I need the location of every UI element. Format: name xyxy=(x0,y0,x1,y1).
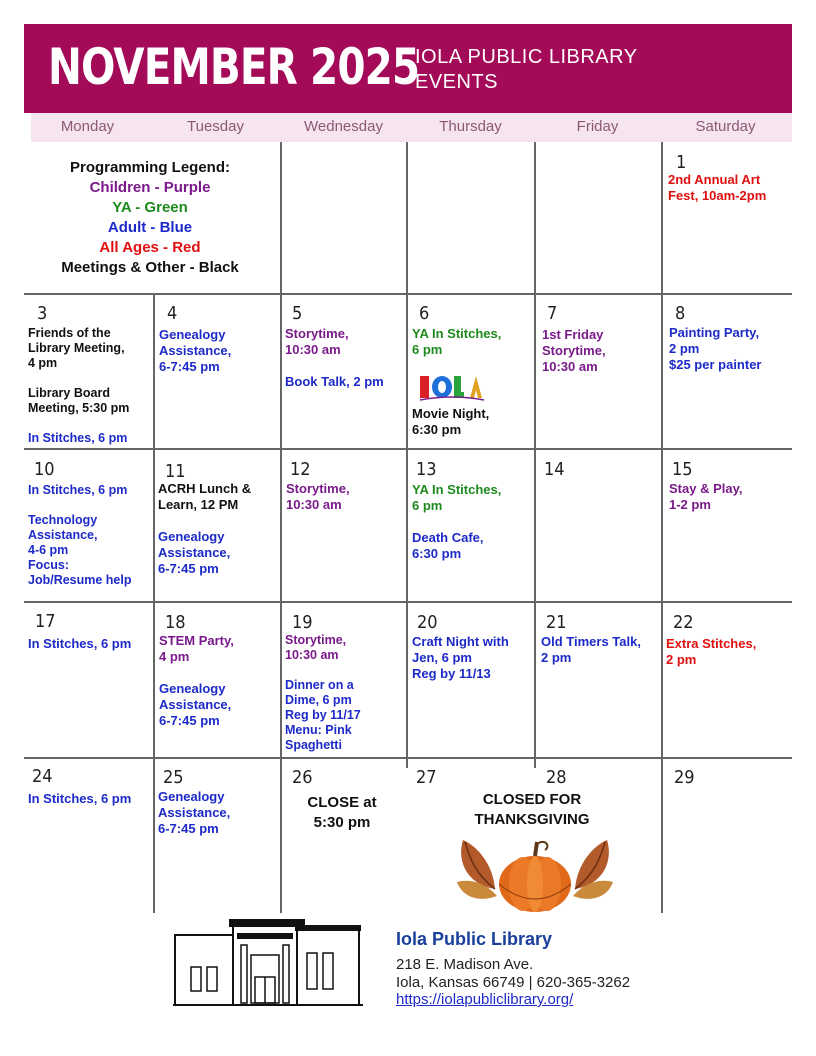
grid-vline xyxy=(661,142,663,913)
date-5: 5 xyxy=(292,303,303,324)
library-events-title xyxy=(415,45,638,95)
date-17: 17 xyxy=(35,611,56,632)
grid-vline xyxy=(534,142,536,768)
event-genealogy: Genealogy Assistance, 6-7:45 pm xyxy=(159,327,232,374)
date-12: 12 xyxy=(290,459,311,480)
event-book-talk: Book Talk, 2 pm xyxy=(285,374,384,389)
footer-address-line-2: Iola, Kansas 66749 | 620-365-3262 xyxy=(396,974,631,991)
event-death-cafe: Death Cafe, 6:30 pm xyxy=(412,530,484,561)
date-18: 18 xyxy=(165,612,186,633)
event-ya-in-stitches: YA In Stitches, 6 pm xyxy=(412,482,502,513)
event-in-stitches: In Stitches, 6 pm xyxy=(28,431,128,445)
event-old-timers-talk: Old Timers Talk, 2 pm xyxy=(541,634,641,665)
event-in-stitches: In Stitches, 6 pm xyxy=(28,791,132,806)
date-6: 6 xyxy=(419,303,430,324)
date-1: 1 xyxy=(676,152,687,173)
month-title: NOVEMBER 2025 xyxy=(48,38,420,96)
pumpkin-icon xyxy=(455,834,615,914)
date-27: 27 xyxy=(416,767,437,788)
date-20: 20 xyxy=(417,612,438,633)
footer-library-name: Iola Public Library xyxy=(396,929,553,949)
legend-ya: YA - Green xyxy=(112,199,188,216)
date-28: 28 xyxy=(546,767,567,788)
grid-hline xyxy=(24,293,792,295)
day-saturday: Saturday xyxy=(695,118,756,135)
event-in-stitches: In Stitches, 6 pm xyxy=(28,483,128,497)
grid-hline xyxy=(24,448,792,450)
legend-meetings: Meetings & Other - Black xyxy=(61,259,239,276)
date-19: 19 xyxy=(292,612,313,633)
date-4: 4 xyxy=(167,303,178,324)
programming-legend xyxy=(30,158,270,278)
date-26: 26 xyxy=(292,767,313,788)
day-monday: Monday xyxy=(60,118,115,135)
event-stem-party: STEM Party, 4 pm xyxy=(159,633,234,664)
date-13: 13 xyxy=(416,459,437,480)
thanksgiving-closed-notice: CLOSED FOR THANKSGIVING xyxy=(474,791,590,828)
event-movie-night: Movie Night, 6:30 pm xyxy=(412,406,490,437)
date-14: 14 xyxy=(544,459,565,480)
day-tuesday: Tuesday xyxy=(187,118,244,135)
day-friday: Friday xyxy=(576,118,619,135)
date-22: 22 xyxy=(673,612,694,633)
legend-all-ages: All Ages - Red xyxy=(99,239,201,256)
event-storytime: Storytime, 10:30 am xyxy=(286,481,350,512)
date-7: 7 xyxy=(547,303,558,324)
date-11: 11 xyxy=(165,461,186,482)
day-thursday: Thursday xyxy=(439,118,502,135)
grid-vline xyxy=(153,294,155,913)
event-storytime: Storytime, 10:30 am xyxy=(285,633,347,662)
legend-adult: Adult - Blue xyxy=(107,219,193,236)
date-25: 25 xyxy=(163,767,184,788)
date-15: 15 xyxy=(672,459,693,480)
grid-vline xyxy=(406,758,408,768)
org-line-2: EVENTS xyxy=(415,71,499,93)
date-10: 10 xyxy=(34,459,55,480)
event-acrh-lunch: ACRH Lunch & Learn, 12 PM xyxy=(158,481,252,512)
library-building-icon xyxy=(173,915,363,1007)
close-early-notice: CLOSE at 5:30 pm xyxy=(307,794,377,831)
header-banner xyxy=(24,24,792,113)
event-friends-meeting: Friends of the Library Meeting, 4 pm xyxy=(28,326,125,370)
iola-reads-logo xyxy=(418,372,486,402)
event-in-stitches: In Stitches, 6 pm xyxy=(28,636,132,651)
legend-children: Children - Purple xyxy=(89,179,211,196)
event-art-fest: 2nd Annual Art Fest, 10am-2pm xyxy=(668,172,767,203)
footer-website-link[interactable]: https://iolapubliclibrary.org/ xyxy=(396,991,574,1008)
footer-address-line-1: 218 E. Madison Ave. xyxy=(396,956,534,973)
event-ya-in-stitches: YA In Stitches, 6 pm xyxy=(412,326,502,357)
event-extra-stitches: Extra Stitches, 2 pm xyxy=(666,636,757,667)
event-stay-and-play: Stay & Play, 1-2 pm xyxy=(669,481,743,512)
grid-vline xyxy=(406,142,408,768)
event-painting-party: Painting Party, 2 pm $25 per painter xyxy=(669,325,762,372)
event-technology-assistance: Technology Assistance, 4-6 pm Focus: Job/Resume help xyxy=(28,513,132,587)
day-wednesday: Wednesday xyxy=(304,118,383,135)
event-first-friday-storytime: 1st Friday Storytime, 10:30 am xyxy=(542,327,606,374)
event-genealogy: Genealogy Assistance, 6-7:45 pm xyxy=(159,681,232,728)
event-dinner-on-a-dime: Dinner on a Dime, 6 pm Reg by 11/17 Menu: Pink Spaghetti xyxy=(285,678,361,752)
grid-hline xyxy=(24,757,792,759)
event-board-meeting: Library Board Meeting, 5:30 pm xyxy=(28,386,130,415)
event-storytime: Storytime, 10:30 am xyxy=(285,326,349,357)
event-genealogy: Genealogy Assistance, 6-7:45 pm xyxy=(158,529,231,576)
date-24: 24 xyxy=(32,766,53,787)
event-genealogy: Genealogy Assistance, 6-7:45 pm xyxy=(158,789,231,836)
date-8: 8 xyxy=(675,303,686,324)
org-line-1: IOLA PUBLIC LIBRARY xyxy=(415,46,638,68)
date-3: 3 xyxy=(37,303,48,324)
legend-title: Programming Legend: xyxy=(69,159,230,176)
grid-hline xyxy=(24,601,792,603)
event-craft-night: Craft Night with Jen, 6 pm Reg by 11/13 xyxy=(412,634,509,681)
date-29: 29 xyxy=(674,767,695,788)
date-21: 21 xyxy=(546,612,567,633)
grid-vline xyxy=(534,758,536,768)
